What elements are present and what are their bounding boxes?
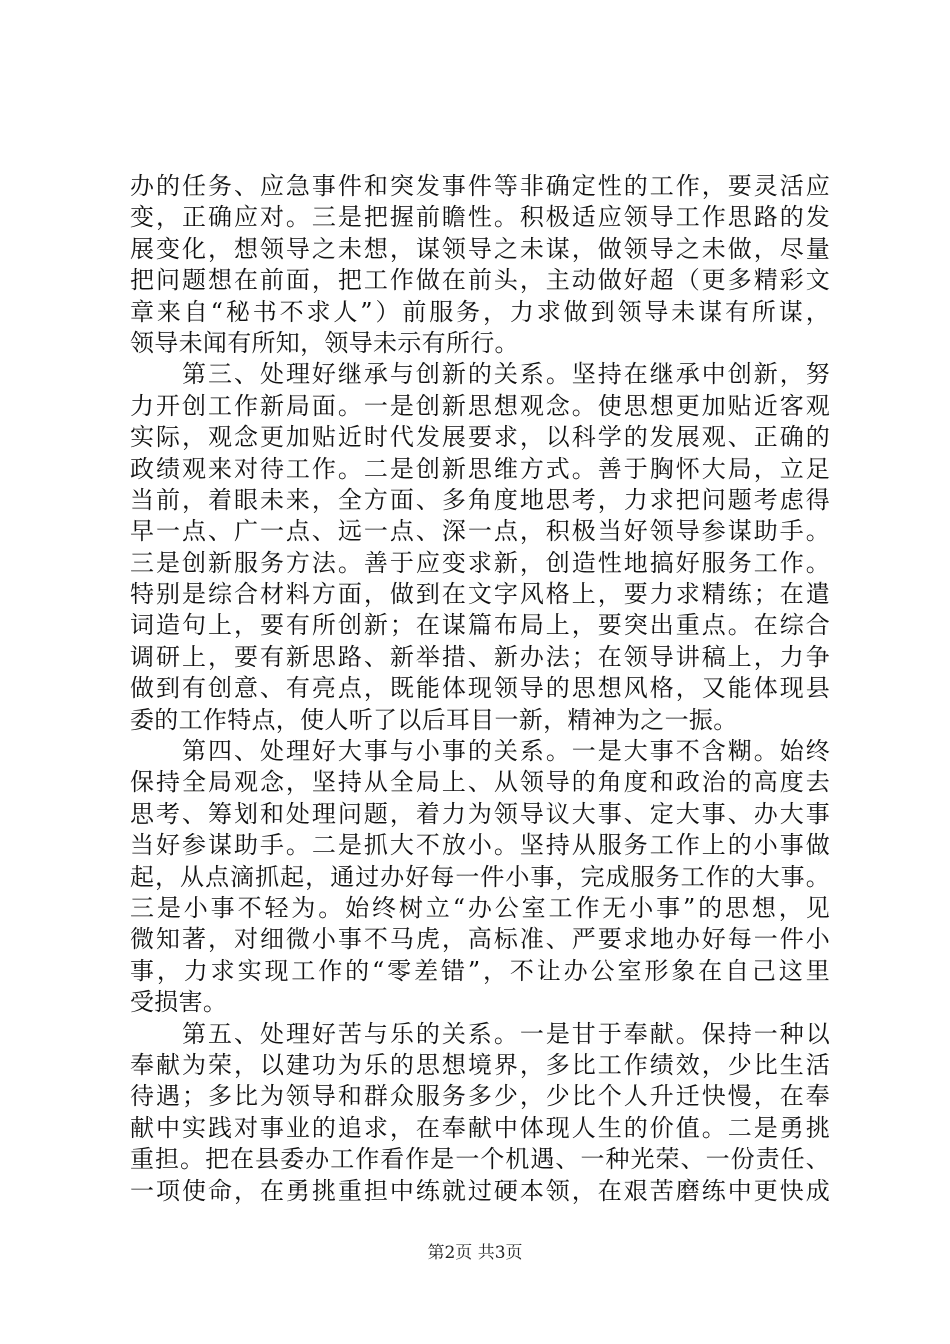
text-line: 政绩观来对待工作。二是创新思维方式。善于胸怀大局，立足 xyxy=(130,454,830,483)
text-line: 委的工作特点，使人听了以后耳目一新，精神为之一振。 xyxy=(130,705,738,734)
text-line: 事，力求实现工作的“零差错”，不让办公室形象在自己这里 xyxy=(130,956,830,985)
text-line: 三是创新服务方法。善于应变求新，创造性地搞好服务工作。 xyxy=(130,548,830,577)
text-line: 领导未闻有所知，领导未示有所行。 xyxy=(130,328,519,357)
text-line: 展变化，想领导之未想，谋领导之未谋，做领导之未做，尽量 xyxy=(130,234,830,263)
text-line: 实际，观念更加贴近时代发展要求，以科学的发展观、正确的 xyxy=(130,423,830,452)
text-line: 保持全局观念，坚持从全局上、从领导的角度和政治的高度去 xyxy=(130,768,830,797)
text-line: 调研上，要有新思路、新举措、新办法；在领导讲稿上，力争 xyxy=(130,642,830,671)
text-line: 章来自“秘书不求人”）前服务，力求做到领导未谋有所谋， xyxy=(130,297,830,326)
paragraph-start-line: 第五、处理好苦与乐的关系。一是甘于奉献。保持一种以 xyxy=(182,1019,830,1048)
text-line: 奉献为荣，以建功为乐的思想境界，多比工作绩效，少比生活 xyxy=(130,1050,830,1079)
text-line: 做到有创意、有亮点，既能体现领导的思想风格，又能体现县 xyxy=(130,674,830,703)
page-number-footer: 第2页 共3页 xyxy=(427,1243,523,1263)
text-line: 力开创工作新局面。一是创新思想观念。使思想更加贴近客观 xyxy=(130,391,830,420)
text-line: 词造句上，要有所创新；在谋篇布局上，要突出重点。在综合 xyxy=(130,611,830,640)
text-line: 当好参谋助手。二是抓大不放小。坚持从服务工作上的小事做 xyxy=(130,831,830,860)
text-line: 待遇；多比为领导和群众服务多少，少比个人升迁快慢，在奉 xyxy=(130,1082,830,1111)
text-line: 变，正确应对。三是把握前瞻性。积极适应领导工作思路的发 xyxy=(130,203,830,232)
text-line: 三是小事不轻为。始终树立“办公室工作无小事”的思想，见 xyxy=(130,893,830,922)
text-line: 微知著，对细微小事不马虎，高标准、严要求地办好每一件小 xyxy=(130,925,830,954)
text-line: 把问题想在前面，把工作做在前头，主动做好超（更多精彩文 xyxy=(130,266,830,295)
text-line: 起，从点滴抓起，通过办好每一件小事，完成服务工作的大事。 xyxy=(130,862,830,891)
text-line: 特别是综合材料方面，做到在文字风格上，要力求精练；在遣 xyxy=(130,580,830,609)
text-line: 思考、筹划和处理问题，着力为领导议大事、定大事、办大事 xyxy=(130,799,830,828)
text-line: 早一点、广一点、远一点、深一点，积极当好领导参谋助手。 xyxy=(130,517,830,546)
body-text xyxy=(130,171,830,1207)
text-line: 一项使命，在勇挑重担中练就过硬本领，在艰苦磨练中更快成 xyxy=(130,1176,830,1205)
paragraph-start-line: 第三、处理好继承与创新的关系。坚持在继承中创新，努 xyxy=(182,360,830,389)
paragraph-start-line: 第四、处理好大事与小事的关系。一是大事不含糊。始终 xyxy=(182,737,830,766)
text-line: 重担。把在县委办工作看作是一个机遇、一种光荣、一份责任、 xyxy=(130,1145,830,1174)
text-line: 受损害。 xyxy=(130,988,228,1017)
text-line: 献中实践对事业的追求，在奉献中体现人生的价值。二是勇挑 xyxy=(130,1113,830,1142)
text-line: 当前，着眼未来，全方面、多角度地思考，力求把问题考虑得 xyxy=(130,485,830,514)
text-line: 办的任务、应急事件和突发事件等非确定性的工作，要灵活应 xyxy=(130,172,830,200)
